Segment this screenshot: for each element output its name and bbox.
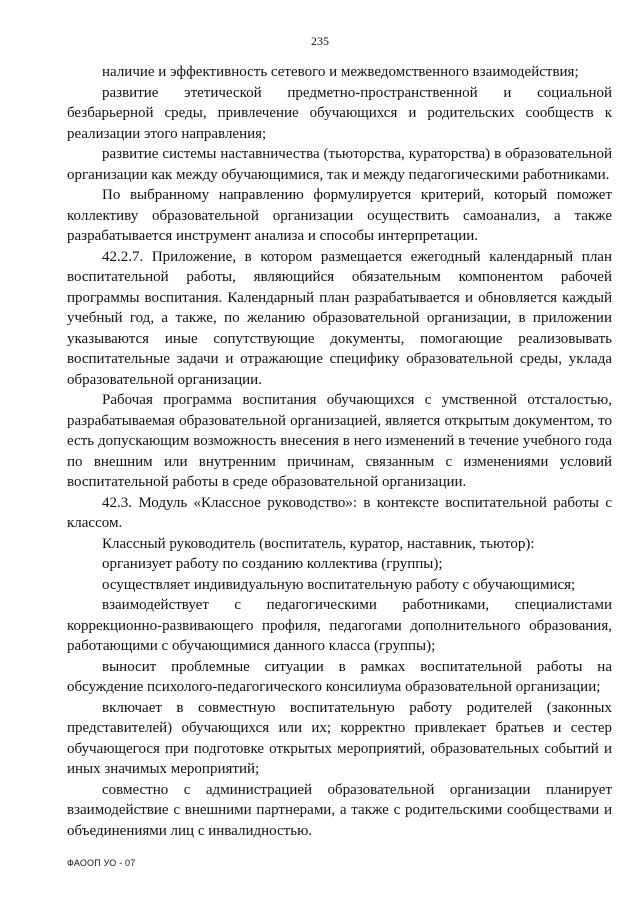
paragraph: Рабочая программа воспитания обучающихся с умственной отсталостью, разрабатываемая образовательной организацией, является открытым документом, то есть допускающим возможность внесения в него изменений в течение учебного года по внешним или внутренним причинам, связанным с изменениями условий воспитательной работы в среде образовательной организации. (67, 392, 612, 490)
list-item: взаимодействует с педагогическими работниками, специалистами коррекционно-развивающего профиля, педагогами дополнительного образования, работающими с обучающимися данного класса (группы); (67, 597, 612, 654)
paragraph: развитие этетической предметно-пространственной и социальной безбарьерной среды, привлечение обучающихся и родительских сообществ к реализации этого направления; (67, 84, 612, 142)
list-item: организует работу по созданию коллектива (группы); (102, 556, 443, 572)
paragraph: 42.2.7. Приложение, в котором размещается ежегодный календарный план воспитательной работы, являющийся обязательным компонентом рабочей программы воспитания. Календарный план разрабатывается и обновляется каждый учебный год, а также, по желанию образовательной организации, в приложении указываются иные сопутствующие документы, помогающие реализовывать воспитательные задачи и отражающие специфику образовательной среды, уклада образовательной организации. (67, 248, 612, 388)
list-item: включает в совместную воспитательную работу родителей (законных представителей) обучающихся или их; корректно привлекает братьев и сестер обучающегося при подготовке открытых мероприятий, образовательных событий и иных значимых мероприятий; (67, 699, 612, 777)
section-heading-paragraph: 42.3. Модуль «Классное руководство»: в контексте воспитательной работы с классом. (67, 494, 612, 531)
list-item: осуществляет индивидуальную воспитательную работу с обучающимися; (102, 576, 576, 593)
paragraph: По выбранному направлению формулируется критерий, который поможет коллективу образовательной организации осуществить самоанализ, а также разрабатывается инструмент анализа и способы интерпретации. (67, 187, 612, 244)
paragraph: Классный руководитель (воспитатель, куратор, наставник, тьютор): (102, 535, 535, 552)
list-item: выносит проблемные ситуации в рамках воспитательной работы на обсуждение психолого-педагогического консилиума образовательной организации; (67, 658, 612, 695)
paragraph: развитие системы наставничества (тьюторства, кураторства) в образовательной организации как между обучающимися, так и между педагогическими работниками. (67, 146, 612, 183)
page-number: 235 (311, 34, 329, 48)
list-item: совместно с администрацией образовательной организации планирует взаимодействие с внешними партнерами, а также с родительскими сообществами и объединениями лиц с инвалидностью. (67, 781, 612, 839)
footer-code: ФАООП УО - 07 (67, 858, 136, 868)
paragraph: наличие и эффективность сетевого и межведомственного взаимодействия; (102, 64, 579, 80)
document-body (67, 62, 612, 841)
